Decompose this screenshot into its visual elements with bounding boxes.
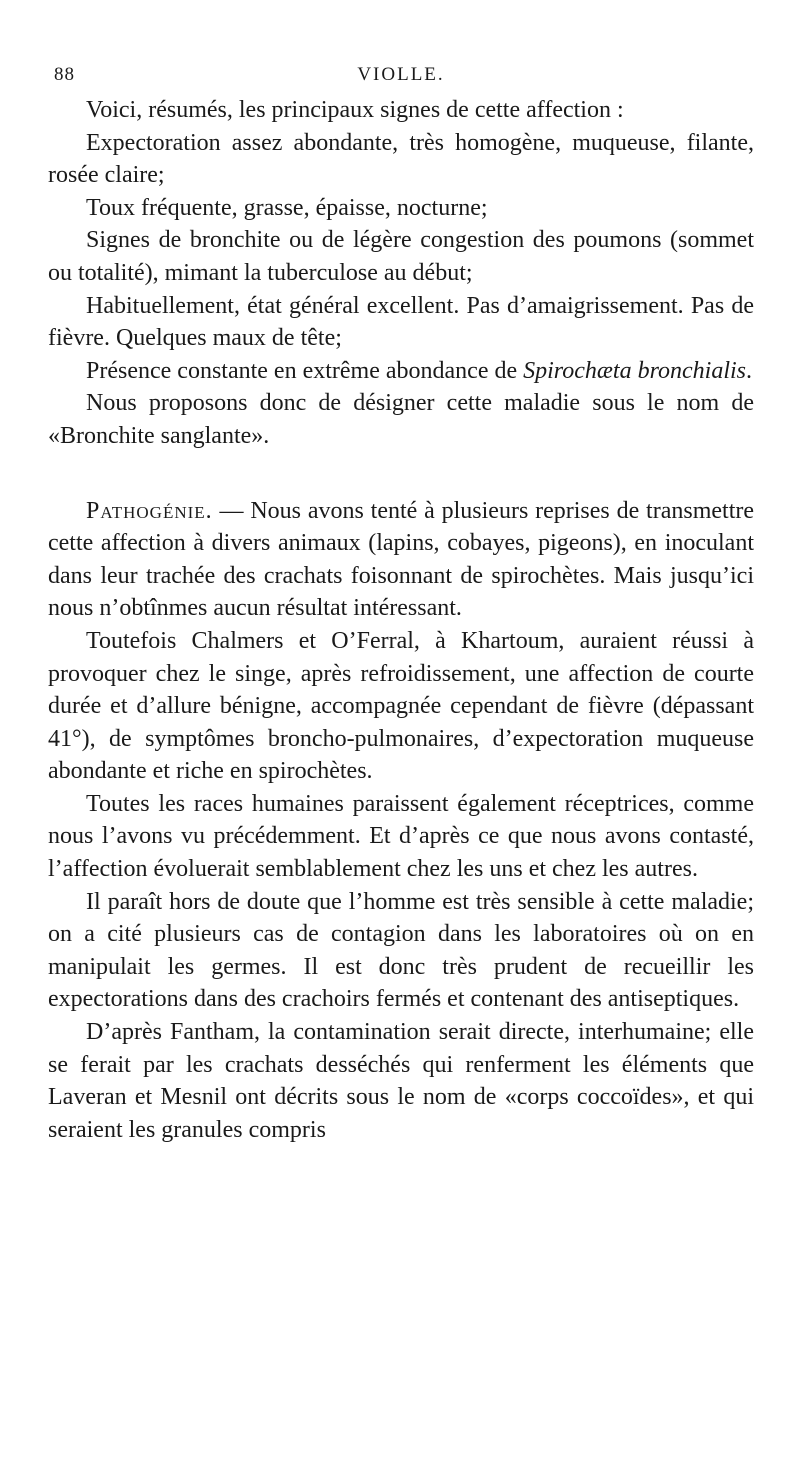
book-page (48, 64, 754, 1146)
section-gap (48, 453, 754, 495)
paragraph-text: . (746, 357, 753, 384)
paragraph (48, 355, 754, 388)
paragraph: Expectoration assez abondante, très homogène, muqueuse, filante, rosée claire; (48, 129, 754, 189)
species-name: Spirochæta bronchialis (523, 357, 747, 384)
paragraph: D’après Fantham, la contamination serait directe, interhumaine; elle se ferait par les crachats desséchés qui renferment les éléments que Laveran et Mesnil ont décrits sous le nom de «corps coccoïdes», et qui seraient les granules compris (48, 1019, 754, 1143)
paragraph-text: Nous avons tenté à plusieurs reprises de transmettre cette affection à divers animaux (lapins, cobayes, pigeons), en inoculant dans leur trachée des crachats foisonnant de spirochètes. Mais jusqu’ici nous n’obtînmes aucun résultat intéressant. (48, 497, 755, 622)
section-heading: Pathogénie. (86, 497, 213, 524)
paragraph: Signes de bronchite ou de légère congestion des poumons (sommet ou totalité), mimant la tuberculose au début; (48, 227, 754, 286)
running-head (48, 64, 754, 94)
paragraph: Toux fréquente, grasse, épaisse, nocturne; (86, 194, 488, 221)
paragraph: Il paraît hors de doute que l’homme est très sensible à cette maladie; on a cité plusieurs cas de contagion dans les laboratoires où on en manipulait les germes. Il est donc très prudent de recueillir les expectorations dans des crachoirs fermés et contenant des antiseptiques. (48, 888, 754, 1013)
paragraph: Nous proposons donc de désigner cette maladie sous le nom de «Bronchite sanglante». (48, 390, 754, 449)
page-number: 88 (54, 64, 75, 85)
paragraph: Toutefois Chalmers et O’Ferral, à Khartoum, auraient réussi à provoquer chez le singe, après refroidissement, une affection de courte durée et d’allure bénigne, accompagnée cependant de fièvre (dépassant 41°), de symptômes broncho-pulmonaires, d’expectoration muqueuse abondante et riche en spirochètes. (48, 627, 754, 785)
paragraph: Voici, résumés, les principaux signes de cette affection : (86, 97, 624, 123)
heading-dash: — (212, 497, 251, 524)
paragraph: Habituellement, état général excellent. Pas d’amaigrissement. Pas de fièvre. Quelques maux de tête; (48, 292, 754, 352)
pathogenie-paragraph (48, 495, 754, 625)
running-title: VIOLLE. (357, 64, 445, 85)
paragraph-text: Présence constante en extrême abondance de (86, 357, 524, 384)
paragraph: Toutes les races humaines paraissent également réceptrices, comme nous l’avons vu précédemment. Et d’après ce que nous avons contasté, l’affection évoluerait semblablement chez les uns et chez les autres. (48, 790, 754, 883)
